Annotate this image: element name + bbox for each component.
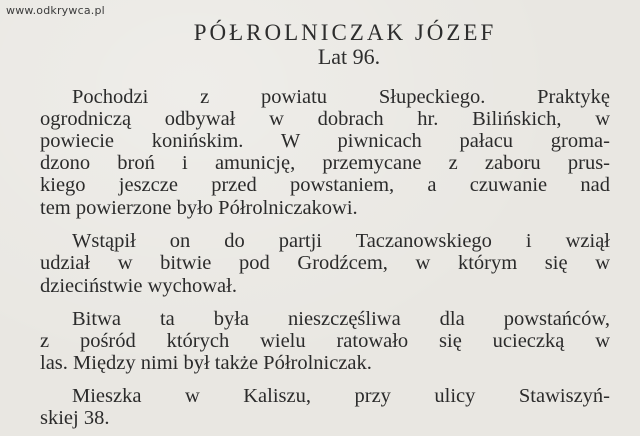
watermark-url: www.odkrywca.pl (6, 4, 105, 17)
text-line-13: Mieszka w Kaliszu, przy ulicy Stawiszyń- (72, 385, 610, 407)
text-line-12: las. Między nimi był także Półrolniczak. (40, 352, 372, 374)
text-line-4: dzono broń i amunicję, przemycane z zaboru prus- (40, 152, 610, 174)
text-line-14: skiej 38. (40, 407, 110, 429)
text-line-11: z pośród których wielu ratowało się ucieczką w (40, 330, 610, 352)
text-line-9: dzieciństwie wychował. (40, 275, 237, 297)
text-line-5: kiego jeszcze przed powstaniem, a czuwanie nad (40, 174, 610, 196)
text-line-7: Wstąpił on do partji Taczanowskiego i wziął (72, 230, 610, 252)
text-line-8: udział w bitwie pod Grodźcem, w którym się w (40, 252, 610, 274)
text-line-1: Pochodzi z powiatu Słupeckiego. Praktykę (72, 86, 610, 108)
text-line-2: ogrodniczą odbywał w dobrach hr. Bilińskich, w (40, 108, 610, 130)
page-subtitle: Lat 96. (317, 44, 381, 69)
text-line-3: powiecie konińskim. W piwnicach pałacu groma- (40, 130, 610, 152)
text-line-6: tem powierzone było Półrolniczakowi. (40, 197, 358, 219)
page-title: PÓŁROLNICZAK JÓZEF (193, 20, 497, 45)
text-line-10: Bitwa ta była nieszczęśliwa dla powstańców, (72, 308, 610, 330)
